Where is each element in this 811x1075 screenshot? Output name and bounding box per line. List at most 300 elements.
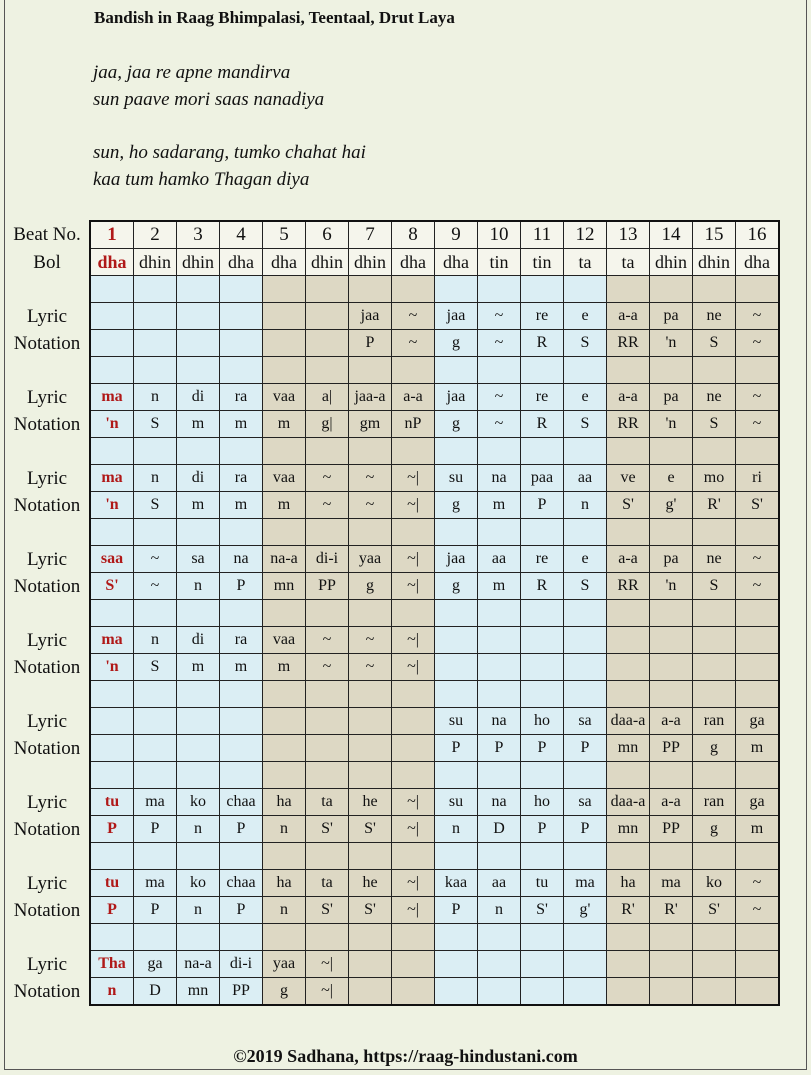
lyric-cell: jaa — [349, 303, 392, 330]
spacer-cell — [392, 681, 435, 708]
notation-cell — [349, 978, 392, 1006]
lyric-cell — [263, 708, 306, 735]
notation-cell: n — [263, 816, 306, 843]
notation-cell: ~ — [736, 573, 780, 600]
lyric-cell — [392, 951, 435, 978]
lyric-cell: saa — [90, 546, 134, 573]
spacer-cell — [263, 924, 306, 951]
spacer-cell — [220, 924, 263, 951]
spacer-cell — [220, 843, 263, 870]
lyric-cell: a-a — [392, 384, 435, 411]
lyric-cell: ta — [306, 789, 349, 816]
row-label: Bol — [33, 251, 61, 273]
notation-cell: g — [693, 816, 736, 843]
notation-cell: m — [263, 411, 306, 438]
spacer-row — [90, 843, 779, 870]
notation-cell: m — [478, 573, 521, 600]
notation-cell: m — [263, 654, 306, 681]
spacer-row — [90, 924, 779, 951]
notation-label: Notation — [13, 494, 81, 516]
notation-cell: S — [564, 330, 607, 357]
lyric-cell — [177, 708, 220, 735]
lyric-cell: ma — [564, 870, 607, 897]
notation-cell: g — [435, 492, 478, 519]
beat-number: 5 — [263, 221, 306, 249]
spacer-cell — [650, 519, 693, 546]
notation-cell: P — [478, 735, 521, 762]
notation-cell — [134, 330, 177, 357]
lyric-cell — [306, 708, 349, 735]
lyric-cell: ma — [134, 789, 177, 816]
spacer-cell — [607, 438, 650, 465]
notation-cell: PP — [306, 573, 349, 600]
bol-syllable: dhin — [693, 249, 736, 276]
lyric-cell: ha — [263, 870, 306, 897]
notation-cell: RR — [607, 330, 650, 357]
spacer-cell — [736, 681, 780, 708]
lyric-cell — [607, 951, 650, 978]
lyric-cell — [177, 303, 220, 330]
lyric-cell: na — [478, 465, 521, 492]
lyric-cell — [220, 708, 263, 735]
lyric-cell: a-a — [650, 789, 693, 816]
spacer-cell — [693, 924, 736, 951]
spacer-cell — [650, 681, 693, 708]
spacer-cell — [607, 762, 650, 789]
lyric-cell — [263, 303, 306, 330]
notation-cell: R — [521, 573, 564, 600]
lyric-cell: ga — [736, 708, 780, 735]
spacer-cell — [220, 276, 263, 303]
lyric-cell: ha — [263, 789, 306, 816]
beat-number: 8 — [392, 221, 435, 249]
notation-cell — [177, 735, 220, 762]
notation-cell: g' — [650, 492, 693, 519]
lyric-label: Lyric — [26, 710, 68, 732]
lyric-cell — [220, 303, 263, 330]
lyric-cell: pa — [650, 546, 693, 573]
spacer-cell — [349, 519, 392, 546]
lyric-cell — [650, 627, 693, 654]
spacer-cell — [306, 438, 349, 465]
spacer-cell — [306, 357, 349, 384]
lyric-label: Lyric — [26, 467, 68, 489]
notation-cell — [90, 330, 134, 357]
lyric-cell: ga — [736, 789, 780, 816]
notation-cell: S — [134, 411, 177, 438]
spacer-cell — [177, 762, 220, 789]
notation-cell: n — [263, 897, 306, 924]
lyric-cell: Tha — [90, 951, 134, 978]
spacer-cell — [478, 276, 521, 303]
notation-cell: P — [220, 897, 263, 924]
notation-cell: P — [564, 816, 607, 843]
notation-cell: ~ — [478, 411, 521, 438]
lyric-cell: ha — [607, 870, 650, 897]
notation-cell: S — [693, 330, 736, 357]
notation-cell — [435, 654, 478, 681]
notation-cell: P — [90, 816, 134, 843]
spacer-cell — [134, 681, 177, 708]
lyric-cell: vaa — [263, 465, 306, 492]
spacer-cell — [521, 681, 564, 708]
spacer-cell — [220, 762, 263, 789]
notation-cell: S' — [349, 816, 392, 843]
spacer-cell — [435, 600, 478, 627]
lyric-cell — [134, 303, 177, 330]
notation-row — [90, 978, 779, 1006]
lyric-cell — [693, 627, 736, 654]
notation-row — [90, 897, 779, 924]
lyric-cell: ma — [650, 870, 693, 897]
lyric-cell: ~ — [349, 627, 392, 654]
notation-cell: m — [736, 816, 780, 843]
lyric-cell: ra — [220, 627, 263, 654]
beat-number: 10 — [478, 221, 521, 249]
spacer-cell — [650, 924, 693, 951]
notation-label: Notation — [13, 818, 81, 840]
notation-cell: P — [134, 897, 177, 924]
lyric-cell: ~ — [478, 384, 521, 411]
notation-cell: m — [263, 492, 306, 519]
lyric-label: Lyric — [26, 629, 68, 651]
notation-cell: g' — [564, 897, 607, 924]
lyric-cell: ga — [134, 951, 177, 978]
notation-cell: n — [177, 573, 220, 600]
spacer-cell — [90, 600, 134, 627]
notation-cell: RR — [607, 411, 650, 438]
spacer-cell — [607, 924, 650, 951]
spacer-cell — [478, 681, 521, 708]
lyric-cell: kaa — [435, 870, 478, 897]
notation-cell: R' — [693, 492, 736, 519]
notation-cell — [435, 978, 478, 1006]
spacer-cell — [263, 357, 306, 384]
spacer-cell — [607, 276, 650, 303]
bol-syllable: dha — [392, 249, 435, 276]
notation-cell: mn — [607, 735, 650, 762]
spacer-cell — [607, 519, 650, 546]
spacer-cell — [392, 276, 435, 303]
lyric-cell: ne — [693, 546, 736, 573]
spacer-cell — [134, 843, 177, 870]
lyric-cell: n — [134, 627, 177, 654]
lyric-label: Lyric — [26, 548, 68, 570]
lyric-cell: ma — [90, 627, 134, 654]
bol-syllable: tin — [478, 249, 521, 276]
lyric-cell: a-a — [607, 384, 650, 411]
lyric-row — [90, 627, 779, 654]
bol-syllable: ta — [607, 249, 650, 276]
notation-cell — [134, 735, 177, 762]
spacer-cell — [435, 276, 478, 303]
notation-cell: g| — [306, 411, 349, 438]
lyric-cell: e — [650, 465, 693, 492]
lyric-cell: na-a — [177, 951, 220, 978]
lyric-row — [90, 303, 779, 330]
spacer-cell — [693, 276, 736, 303]
lyric-cell: ~ — [736, 546, 780, 573]
lyric-cell: di-i — [306, 546, 349, 573]
notation-cell: ~| — [392, 573, 435, 600]
spacer-cell — [349, 357, 392, 384]
lyric-cell: tu — [90, 870, 134, 897]
spacer-cell — [349, 924, 392, 951]
lyric-cell: sa — [564, 789, 607, 816]
notation-cell — [607, 978, 650, 1006]
spacer-row — [90, 276, 779, 303]
beat-number: 11 — [521, 221, 564, 249]
lyric-cell: ~ — [736, 870, 780, 897]
lyric-cell: ~ — [478, 303, 521, 330]
spacer-cell — [736, 276, 780, 303]
notation-cell — [736, 978, 780, 1006]
spacer-cell — [564, 924, 607, 951]
notation-cell: 'n — [90, 492, 134, 519]
lyric-cell: a-a — [607, 546, 650, 573]
notation-cell: S' — [521, 897, 564, 924]
lyric-cell — [736, 951, 780, 978]
lyric-cell: ko — [177, 870, 220, 897]
spacer-cell — [263, 843, 306, 870]
spacer-cell — [693, 600, 736, 627]
spacer-cell — [134, 438, 177, 465]
spacer-cell — [349, 762, 392, 789]
spacer-cell — [607, 357, 650, 384]
bol-syllable: dhin — [650, 249, 693, 276]
lyric-cell: ~| — [392, 465, 435, 492]
beat-number: 14 — [650, 221, 693, 249]
notation-cell: n — [564, 492, 607, 519]
notation-label: Notation — [13, 332, 81, 354]
spacer-cell — [392, 519, 435, 546]
lyric-cell: ho — [521, 789, 564, 816]
lyric-cell — [478, 951, 521, 978]
notation-cell: R — [521, 411, 564, 438]
lyric-cell: na — [220, 546, 263, 573]
lyric-cell: ma — [90, 384, 134, 411]
notation-cell: m — [220, 654, 263, 681]
notation-cell: 'n — [650, 411, 693, 438]
spacer-cell — [478, 924, 521, 951]
notation-label: Notation — [13, 656, 81, 678]
bol-syllable: dha — [220, 249, 263, 276]
notation-cell: D — [134, 978, 177, 1006]
spacer-cell — [736, 762, 780, 789]
lyric-cell: ho — [521, 708, 564, 735]
lyric-cell: a-a — [607, 303, 650, 330]
lyric-cell: ne — [693, 303, 736, 330]
notation-cell: m — [736, 735, 780, 762]
spacer-cell — [693, 681, 736, 708]
lyric-cell: su — [435, 708, 478, 735]
notation-cell — [564, 978, 607, 1006]
spacer-cell — [607, 681, 650, 708]
spacer-cell — [521, 438, 564, 465]
lyric-label: Lyric — [26, 305, 68, 327]
bol-syllable: dha — [736, 249, 780, 276]
bol-syllable: dha — [90, 249, 134, 276]
notation-cell — [263, 330, 306, 357]
spacer-cell — [607, 600, 650, 627]
spacer-cell — [564, 276, 607, 303]
spacer-cell — [693, 762, 736, 789]
notation-cell — [521, 978, 564, 1006]
lyric-cell: ~| — [306, 951, 349, 978]
notation-cell: g — [435, 573, 478, 600]
beat-number: 6 — [306, 221, 349, 249]
lyric-cell — [90, 708, 134, 735]
notation-cell: n — [478, 897, 521, 924]
notation-row — [90, 330, 779, 357]
spacer-cell — [564, 762, 607, 789]
lyric-row — [90, 465, 779, 492]
spacer-cell — [521, 924, 564, 951]
notation-cell — [521, 654, 564, 681]
notation-row — [90, 735, 779, 762]
beat-number: 16 — [736, 221, 780, 249]
notation-cell: ~ — [306, 492, 349, 519]
spacer-cell — [521, 762, 564, 789]
notation-cell: P — [435, 897, 478, 924]
spacer-cell — [349, 843, 392, 870]
spacer-cell — [306, 600, 349, 627]
lyric-cell: ta — [306, 870, 349, 897]
notation-cell: n — [177, 897, 220, 924]
notation-cell: S' — [736, 492, 780, 519]
lyric-cell: ~ — [306, 627, 349, 654]
spacer-cell — [349, 600, 392, 627]
notation-grid — [89, 220, 780, 1006]
notation-cell: ~| — [392, 492, 435, 519]
spacer-cell — [392, 438, 435, 465]
notation-cell — [220, 330, 263, 357]
lyric-cell — [435, 951, 478, 978]
notation-cell: g — [435, 330, 478, 357]
spacer-cell — [177, 438, 220, 465]
lyric-cell — [349, 951, 392, 978]
lyric-cell — [564, 627, 607, 654]
spacer-cell — [521, 357, 564, 384]
notation-cell: PP — [220, 978, 263, 1006]
notation-cell: RR — [607, 573, 650, 600]
notation-cell: S' — [349, 897, 392, 924]
notation-cell: g — [263, 978, 306, 1006]
beat-number: 3 — [177, 221, 220, 249]
spacer-cell — [134, 519, 177, 546]
lyric-cell: daa-a — [607, 708, 650, 735]
lyric-cell: na — [478, 708, 521, 735]
spacer-cell — [650, 276, 693, 303]
spacer-cell — [90, 843, 134, 870]
lyric-cell: ra — [220, 384, 263, 411]
notation-cell: gm — [349, 411, 392, 438]
spacer-cell — [263, 438, 306, 465]
spacer-cell — [90, 681, 134, 708]
notation-cell: D — [478, 816, 521, 843]
lyric-cell: jaa — [435, 303, 478, 330]
lyric-cell: na — [478, 789, 521, 816]
lyric-row — [90, 384, 779, 411]
lyric-cell — [736, 627, 780, 654]
lyric-cell: sa — [564, 708, 607, 735]
lyric-cell: aa — [478, 870, 521, 897]
lyric-cell: di — [177, 627, 220, 654]
lyric-cell: daa-a — [607, 789, 650, 816]
spacer-cell — [306, 519, 349, 546]
lyric-cell: su — [435, 465, 478, 492]
notation-cell: R' — [607, 897, 650, 924]
notation-cell: m — [177, 492, 220, 519]
spacer-cell — [736, 519, 780, 546]
notation-cell: S' — [693, 897, 736, 924]
lyric-cell: ma — [90, 465, 134, 492]
spacer-cell — [263, 519, 306, 546]
spacer-cell — [263, 600, 306, 627]
lyric-cell: ma — [134, 870, 177, 897]
spacer-cell — [564, 681, 607, 708]
spacer-cell — [564, 357, 607, 384]
notation-cell: mn — [607, 816, 650, 843]
notation-label: Notation — [13, 413, 81, 435]
spacer-cell — [693, 843, 736, 870]
lyric-cell: a| — [306, 384, 349, 411]
lyric-cell — [349, 708, 392, 735]
lyric-cell — [521, 951, 564, 978]
lyric-cell: di — [177, 465, 220, 492]
lyric-cell: jaa-a — [349, 384, 392, 411]
spacer-cell — [263, 681, 306, 708]
spacer-row — [90, 600, 779, 627]
lyric-cell: yaa — [349, 546, 392, 573]
spacer-cell — [564, 438, 607, 465]
beat-number: 13 — [607, 221, 650, 249]
verse-line: sun, ho sadarang, tumko chahat hai — [93, 142, 366, 163]
notation-cell: ~ — [478, 330, 521, 357]
lyric-cell: ne — [693, 384, 736, 411]
bol-syllable: dha — [263, 249, 306, 276]
notation-cell: ~ — [736, 897, 780, 924]
beat-number: 12 — [564, 221, 607, 249]
lyric-cell: chaa — [220, 870, 263, 897]
lyric-cell: di-i — [220, 951, 263, 978]
notation-cell: ~ — [349, 654, 392, 681]
notation-cell: S' — [607, 492, 650, 519]
spacer-cell — [564, 600, 607, 627]
spacer-cell — [90, 438, 134, 465]
beat-number: 7 — [349, 221, 392, 249]
spacer-cell — [134, 762, 177, 789]
spacer-cell — [435, 762, 478, 789]
notation-cell: ~| — [392, 654, 435, 681]
spacer-cell — [736, 438, 780, 465]
spacer-cell — [220, 519, 263, 546]
lyric-cell — [607, 627, 650, 654]
lyric-row — [90, 546, 779, 573]
lyric-row — [90, 870, 779, 897]
notation-cell: PP — [650, 735, 693, 762]
notation-label: Notation — [13, 575, 81, 597]
lyric-cell: ~ — [134, 546, 177, 573]
notation-cell: mn — [263, 573, 306, 600]
notation-cell: 'n — [90, 654, 134, 681]
spacer-cell — [177, 357, 220, 384]
spacer-cell — [306, 843, 349, 870]
spacer-cell — [90, 519, 134, 546]
notation-cell — [478, 978, 521, 1006]
lyric-cell: ve — [607, 465, 650, 492]
lyric-cell: e — [564, 384, 607, 411]
